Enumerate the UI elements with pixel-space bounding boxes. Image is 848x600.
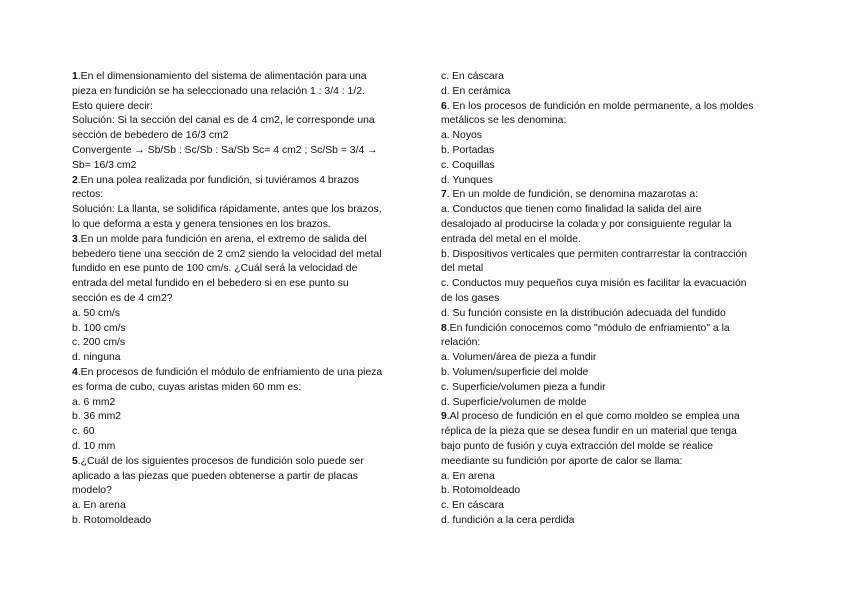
line-text: d. Yunques (441, 174, 493, 186)
text-line (72, 514, 406, 529)
question-line (441, 410, 781, 425)
text-line (72, 440, 406, 455)
line-text: c. 60 (72, 426, 95, 438)
line-text: del metal (441, 263, 484, 275)
question-line (441, 100, 781, 115)
line-text: a. Conductos que tienen como finalidad la salida del aire (441, 204, 702, 216)
text-line (441, 262, 781, 277)
line-text: .En una polea realizada por fundición, si tuviéramos 4 brazos (77, 174, 360, 186)
line-text: .En el dimensionamiento del sistema de alimentación para una (77, 71, 367, 82)
question-line (72, 70, 406, 85)
text-line (72, 100, 406, 115)
text-line (72, 322, 406, 337)
line-text: a. En arena (72, 500, 126, 512)
question-line (72, 366, 406, 381)
line-text: es forma de cubo, cuyas aristas miden 60 mm es: (72, 381, 302, 393)
text-line (72, 410, 406, 425)
line-text: metálicos se les denomina: (441, 115, 567, 127)
text-line (72, 499, 406, 514)
question-number: 6 (441, 100, 447, 112)
line-text: .¿Cuál de los siguientes procesos de fundición solo puede ser (77, 455, 364, 467)
question-number: 5 (72, 455, 78, 467)
line-text: . En los procesos de fundición en molde permanente, a los moldes (446, 100, 754, 112)
question-line (441, 322, 781, 337)
line-text: Sb= 16/3 cm2 (72, 159, 137, 171)
text-line (441, 129, 781, 144)
line-text: Esto quiere decir: (72, 100, 153, 112)
text-line (441, 144, 781, 159)
line-text: relación: (441, 337, 481, 349)
text-line (441, 85, 781, 100)
line-text: d. Su función consiste en la distribución adecuada del fundido (441, 307, 726, 319)
text-line (441, 499, 781, 514)
left-column (72, 70, 406, 529)
text-line (441, 292, 781, 307)
text-line (441, 218, 781, 233)
question-line (72, 233, 406, 248)
line-text: bebedero tiene una sección de 2 cm2 siendo la velocidad del metal (72, 248, 382, 260)
line-text: entrada del metal fundido en el bebedero si en ese punto su (72, 278, 349, 290)
line-text: a. Noyos (441, 130, 483, 142)
line-text: b. Rotomoldeado (72, 514, 152, 526)
line-text: de los gases (441, 292, 500, 304)
text-line (72, 336, 406, 351)
line-text: b. Dispositivos verticales que permiten contrarrestar la contracción (441, 248, 748, 260)
text-line (441, 425, 781, 440)
line-text: .En fundición conocemos como "módulo de enfriamiento" a la (446, 322, 730, 334)
text-line (441, 381, 781, 396)
right-column (441, 70, 781, 529)
text-line (72, 277, 406, 292)
text-line (72, 425, 406, 440)
text-line (72, 203, 406, 218)
line-text: d. fundición a la cera perdida (441, 514, 575, 526)
text-line (441, 514, 781, 529)
text-line (441, 248, 781, 263)
text-line (441, 277, 781, 292)
line-text: desalojado al producirse la colada y por consiguiente regular la (441, 218, 732, 230)
line-text: a. Volumen/área de pieza a fundir (441, 352, 597, 364)
line-text: b. 36 mm2 (72, 411, 122, 423)
line-text: b. Volumen/superficie del molde (441, 366, 589, 378)
text-line (72, 381, 406, 396)
text-line (72, 188, 406, 203)
line-text: c. Superficie/volumen pieza a fundir (441, 381, 606, 393)
text-line (441, 114, 781, 129)
line-text: Solución: La llanta, se solidifica rápidamente, antes que los brazos, (72, 204, 382, 216)
question-number: 9 (441, 411, 447, 423)
text-line (441, 366, 781, 381)
line-text: réplica de la pieza que se desea fundir en un material que tenga (441, 426, 737, 438)
line-text: .En procesos de fundición el módulo de enfriamiento de una pieza (77, 366, 383, 378)
line-text: d. Superficie/volumen de molde (441, 396, 587, 408)
text-line (441, 336, 781, 351)
line-text: d. ninguna (72, 352, 121, 364)
text-line (441, 440, 781, 455)
text-line (441, 233, 781, 248)
line-text: entrada del metal en el molde. (441, 233, 581, 245)
text-line (441, 396, 781, 411)
line-text: aplicado a las piezas que pueden obtenerse a partir de placas (72, 470, 358, 482)
text-line (72, 114, 406, 129)
text-line (441, 455, 781, 470)
line-text: d. En cerámica (441, 85, 511, 97)
text-line (72, 307, 406, 322)
line-text: .Al proceso de fundición en el que como moldeo se emplea una (446, 411, 740, 423)
line-text: b. 100 cm/s (72, 322, 126, 334)
text-line (441, 70, 781, 85)
line-text: bajo punto de fusión y cuya extracción del molde se realice (441, 440, 714, 452)
line-text: c. 200 cm/s (72, 337, 126, 349)
line-text: sección de bebedero de 16/3 cm2 (72, 130, 229, 142)
text-line (441, 174, 781, 189)
text-line (441, 470, 781, 485)
text-line (72, 470, 406, 485)
question-number: 7 (441, 189, 447, 201)
line-text: a. En arena (441, 470, 495, 482)
line-text: c. En cáscara (441, 500, 504, 512)
line-text: meediante su fundición por aporte de calor se llama: (441, 455, 683, 467)
text-line (72, 248, 406, 263)
line-text: . En un molde de fundición, se denomina mazarotas a: (446, 189, 699, 201)
line-text: a. 50 cm/s (72, 307, 120, 319)
line-text: c. Conductos muy pequeños cuya misión es facilitar la evacuación (441, 278, 747, 290)
question-line (72, 174, 406, 189)
text-line (441, 484, 781, 499)
text-line (441, 351, 781, 366)
line-text: modelo? (72, 485, 112, 497)
line-text: rectos: (72, 189, 104, 201)
text-line (72, 85, 406, 100)
line-text: c. Coquillas (441, 159, 495, 171)
text-line (72, 292, 406, 307)
question-number: 4 (72, 366, 78, 378)
text-line (72, 218, 406, 233)
line-text: lo que deforma a esta y genera tensiones en los brazos. (72, 218, 331, 230)
question-number: 2 (72, 174, 78, 186)
text-line (72, 144, 406, 159)
text-line (72, 396, 406, 411)
question-line (72, 455, 406, 470)
line-text: d. 10 mm (72, 440, 116, 452)
text-line (441, 307, 781, 322)
line-text: b. Portadas (441, 144, 495, 156)
line-text: b. Rotomoldeado (441, 485, 521, 497)
text-line (72, 484, 406, 499)
question-line (441, 188, 781, 203)
text-line (72, 159, 406, 174)
text-line (72, 351, 406, 366)
line-text: .En un molde para fundición en arena, el extremo de salida del (77, 233, 367, 245)
question-number: 1 (72, 71, 78, 82)
line-text: sección es de 4 cm2? (72, 292, 173, 304)
line-text: c. En cáscara (441, 71, 504, 82)
text-line (72, 262, 406, 277)
text-line (441, 203, 781, 218)
line-text: Convergente → Sb/Sb : Sc/Sb : Sa/Sb Sc= 4 cm2 ; Sc/Sb = 3/4 → (72, 144, 378, 156)
line-text: a. 6 mm2 (72, 396, 116, 408)
text-line (441, 159, 781, 174)
line-text: pieza en fundición se ha seleccionado una relación 1 : 3/4 : 1/2. (72, 85, 365, 97)
question-number: 3 (72, 233, 78, 245)
line-text: fundido en ese punto de 100 cm/s. ¿Cuál será la velocidad de (72, 263, 358, 275)
text-line (72, 129, 406, 144)
line-text: Solución: Si la sección del canal es de 4 cm2, le corresponde una (72, 115, 375, 127)
question-number: 8 (441, 322, 447, 334)
